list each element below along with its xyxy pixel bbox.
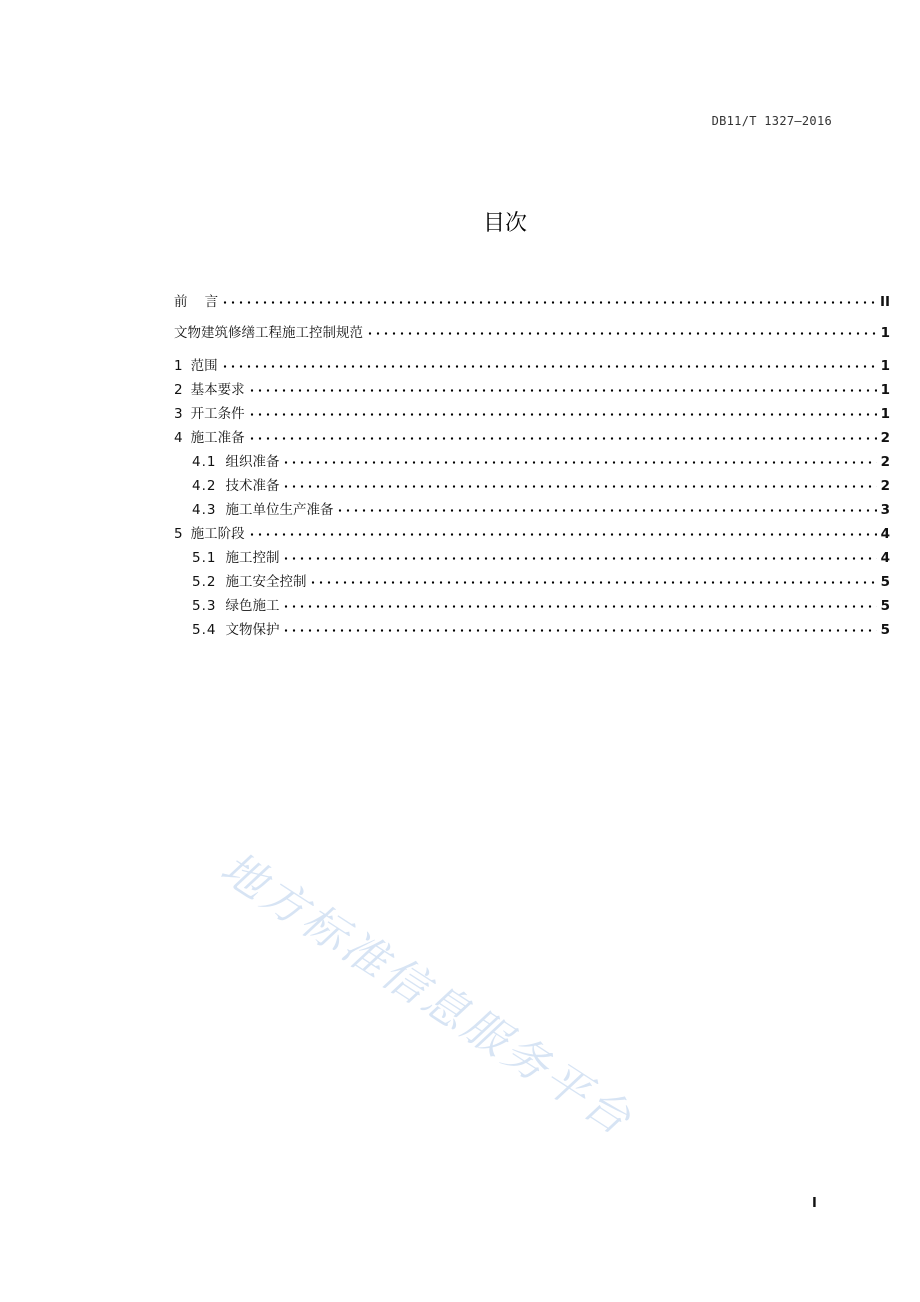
- toc-item-label: 施工控制: [225, 550, 280, 566]
- dot-leader: [248, 389, 877, 392]
- toc-item-main-title[interactable]: [174, 323, 890, 354]
- toc-item-5-3[interactable]: [174, 594, 890, 618]
- toc-item-label: 开工条件: [190, 406, 245, 422]
- document-code: DB11/T 1327—2016: [711, 114, 832, 128]
- toc-item-page: 1: [880, 382, 890, 398]
- toc-item-label: 技术准备: [225, 478, 280, 494]
- toc-item-page: 4: [880, 526, 890, 542]
- dot-leader: [282, 557, 877, 560]
- dot-leader: [366, 332, 877, 335]
- toc-item-page: 1: [880, 358, 890, 374]
- toc-item-preface[interactable]: [174, 292, 890, 323]
- toc-item-page: 2: [880, 454, 890, 470]
- dot-leader: [282, 461, 877, 464]
- toc-item-number: 5: [174, 526, 183, 542]
- dot-leader: [282, 485, 877, 488]
- toc-item-5[interactable]: [174, 522, 890, 546]
- toc-item-1[interactable]: [174, 354, 890, 378]
- toc-item-5-1[interactable]: [174, 546, 890, 570]
- toc-item-label: 施工准备: [190, 430, 245, 446]
- toc-item-label: 施工阶段: [190, 526, 245, 542]
- toc-item-number: 1: [174, 358, 183, 374]
- toc-item-3[interactable]: [174, 402, 890, 426]
- toc-item-page: 2: [880, 430, 890, 446]
- toc-item-label: 前 言: [174, 294, 219, 310]
- toc-item-label: 施工单位生产准备: [225, 502, 334, 518]
- toc-item-number: 4.2: [192, 478, 217, 494]
- toc-item-label: 文物建筑修缮工程施工控制规范: [174, 325, 363, 341]
- toc-item-4-3[interactable]: [174, 498, 890, 522]
- page-number: I: [812, 1196, 817, 1211]
- toc-item-number: 5.2: [192, 574, 217, 590]
- toc-item-page: 2: [880, 478, 890, 494]
- toc-item-page: 5: [880, 574, 890, 590]
- toc-item-number: 3: [174, 406, 183, 422]
- toc-item-page: 3: [880, 502, 890, 518]
- toc-item-5-4[interactable]: [174, 618, 890, 642]
- dot-leader: [336, 509, 877, 512]
- dot-leader: [221, 365, 877, 368]
- toc-item-label: 绿色施工: [225, 598, 280, 614]
- toc-item-label: 范围: [190, 358, 218, 374]
- toc-item-number: 5.3: [192, 598, 217, 614]
- toc-item-4[interactable]: [174, 426, 890, 450]
- toc-item-page: 5: [880, 598, 890, 614]
- toc-item-label: 基本要求: [190, 382, 245, 398]
- toc-item-page: 4: [880, 550, 890, 566]
- toc-item-page: 1: [880, 325, 890, 341]
- toc-item-2[interactable]: [174, 378, 890, 402]
- dot-leader: [248, 533, 877, 536]
- toc-item-number: 4: [174, 430, 183, 446]
- dot-leader: [309, 581, 877, 584]
- toc-item-4-1[interactable]: [174, 450, 890, 474]
- watermark: 地方标准信息服务平台: [211, 842, 642, 1147]
- dot-leader: [248, 413, 877, 416]
- toc-item-label: 组织准备: [225, 454, 280, 470]
- toc-item-number: 5.4: [192, 622, 217, 638]
- toc-item-page: II: [879, 294, 890, 310]
- toc-item-label: 施工安全控制: [225, 574, 307, 590]
- toc-item-page: 1: [880, 406, 890, 422]
- toc-item-page: 5: [880, 622, 890, 638]
- dot-leader: [282, 605, 877, 608]
- toc-item-number: 4.1: [192, 454, 217, 470]
- dot-leader: [248, 437, 877, 440]
- table-of-contents: [174, 292, 890, 642]
- toc-item-5-2[interactable]: [174, 570, 890, 594]
- toc-item-number: 4.3: [192, 502, 217, 518]
- toc-item-number: 2: [174, 382, 183, 398]
- toc-item-number: 5.1: [192, 550, 217, 566]
- dot-leader: [282, 629, 877, 632]
- page-title: 目次: [482, 211, 527, 236]
- toc-item-4-2[interactable]: [174, 474, 890, 498]
- dot-leader: [221, 301, 877, 304]
- toc-item-label: 文物保护: [225, 622, 280, 638]
